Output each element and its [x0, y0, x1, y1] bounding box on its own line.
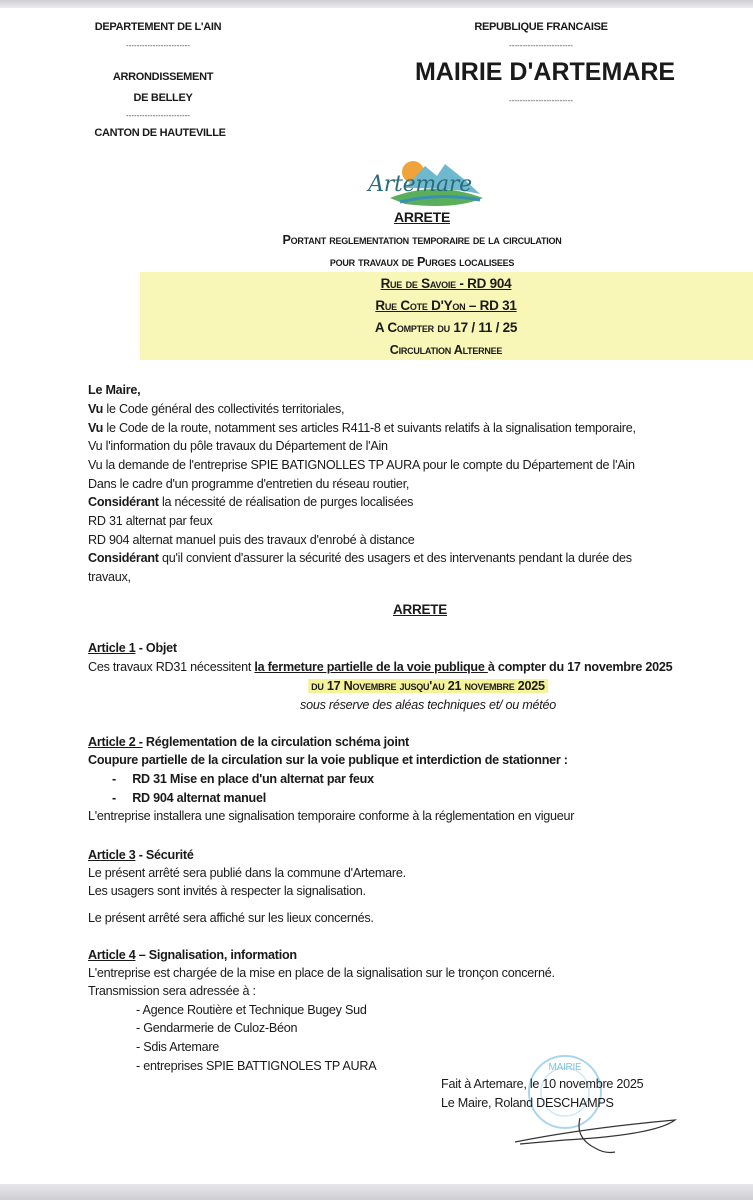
arrete-title: ARRETE	[393, 209, 451, 225]
subtitle-1: Portant reglementation temporaire de la circulation	[282, 233, 562, 247]
vu-3: Vu l'information du pôle travaux du Département de l'Ain	[88, 439, 388, 453]
article-4-line-1: L'entreprise est chargée de la mise en place de la signalisation sur le tronçon concerné.	[88, 966, 555, 980]
separator: ------------------------	[126, 41, 190, 50]
svg-text:MAIRIE: MAIRIE	[548, 1062, 582, 1073]
article-1-heading: Article 1 - Objet	[88, 641, 177, 655]
list-item: - RD 904 alternat manuel	[112, 791, 266, 805]
separator: ------------------------	[126, 111, 190, 120]
rd904-line: RD 904 alternat manuel puis des travaux d'enrobé à distance	[88, 533, 415, 547]
maire-name: Le Maire, Roland DESCHAMPS	[441, 1096, 614, 1110]
article-2-intro: Coupure partielle de la circulation sur la voie publique et interdiction de stationner :	[88, 753, 568, 767]
start-date: A Compter du 17 / 11 / 25	[374, 320, 518, 335]
arrondissement-name: DE BELLEY	[133, 92, 193, 104]
article-3-heading: Article 3 - Sécurité	[88, 848, 194, 862]
separator: ------------------------	[509, 41, 573, 50]
le-maire: Le Maire,	[88, 383, 141, 397]
separator: ------------------------	[509, 96, 573, 105]
considerant-2: Considérant qu'il convient d'assurer la sécurité des usagers et des intervenants pendant la durée des	[88, 551, 632, 565]
recipient: - Agence Routière et Technique Bugey Sud	[136, 1003, 367, 1017]
article-4-line-2: Transmission sera adressée à :	[88, 984, 256, 998]
signature-scribble	[505, 1110, 685, 1160]
street-1: Rue de Savoie - RD 904	[380, 276, 512, 291]
article-3-line-3: Le présent arrêté sera affiché sur les lieux concernés.	[88, 911, 374, 925]
circulation-type: Circulation Alternee	[389, 343, 503, 357]
cadre: Dans le cadre d'un programme d'entretien du réseau routier,	[88, 477, 410, 491]
article-2-text: L'entreprise installera une signalisation temporaire conforme à la réglementation en vigueur	[88, 809, 575, 823]
mairie-title: MAIRIE D'ARTEMARE	[414, 58, 676, 86]
vu-4: Vu la demande de l'entreprise SPIE BATIGNOLLES TP AURA pour le compte du Département de l'Ain	[88, 458, 635, 472]
recipient: - entreprises SPIE BATTIGNOLES TP AURA	[136, 1059, 377, 1073]
vu-1: Vu le Code général des collectivités territoriales,	[88, 402, 345, 416]
canton: CANTON DE HAUTEVILLE	[94, 127, 226, 139]
artemare-logo	[345, 158, 495, 210]
svg-text:Artemare: Artemare	[368, 172, 472, 197]
article-1-text: Ces travaux RD31 nécessitent la fermeture partielle de la voie publique à compter du 17 novembre 2025	[88, 660, 673, 674]
fait-a: Fait à Artemare, le 10 novembre 2025	[441, 1077, 644, 1091]
recipient: - Sdis Artemare	[136, 1040, 220, 1054]
article-4-heading: Article 4 – Signalisation, information	[88, 948, 297, 962]
bottom-bar	[0, 1184, 753, 1200]
republique: REPUBLIQUE FRANCAISE	[474, 21, 608, 33]
vu-2: Vu le Code de la route, notamment ses articles R411-8 et suivants relatifs à la signalisation temporaire,	[88, 421, 636, 435]
departement: DEPARTEMENT DE L'AIN	[94, 21, 222, 33]
subtitle-2: pour travaux de Purges localisees	[329, 255, 515, 269]
recipient: - Gendarmerie de Culoz-Béon	[136, 1021, 298, 1035]
rd31-line: RD 31 alternat par feux	[88, 514, 213, 528]
article-3-line-1: Le présent arrêté sera publié dans la commune d'Artemare.	[88, 866, 406, 880]
article-1-note: sous réserve des aléas techniques et/ ou météo	[300, 698, 556, 712]
list-item: - RD 31 Mise en place d'un alternat par feux	[112, 772, 374, 786]
article-1-dates: du 17 Novembre jusqu'au 21 novembre 2025	[308, 678, 548, 694]
article-2-heading: Article 2 - Réglementation de la circulation schéma joint	[88, 735, 409, 749]
considerant-1: Considérant la nécessité de réalisation de purges localisées	[88, 495, 414, 509]
arrondissement: ARRONDISSEMENT	[112, 71, 214, 83]
street-2: Rue Cote D'Yon – RD 31	[375, 298, 517, 313]
top-bar	[0, 0, 753, 8]
considerant-2-cont: travaux,	[88, 570, 131, 584]
article-3-line-2: Les usagers sont invités à respecter la signalisation.	[88, 884, 366, 898]
arrete-heading: ARRETE	[392, 602, 448, 617]
